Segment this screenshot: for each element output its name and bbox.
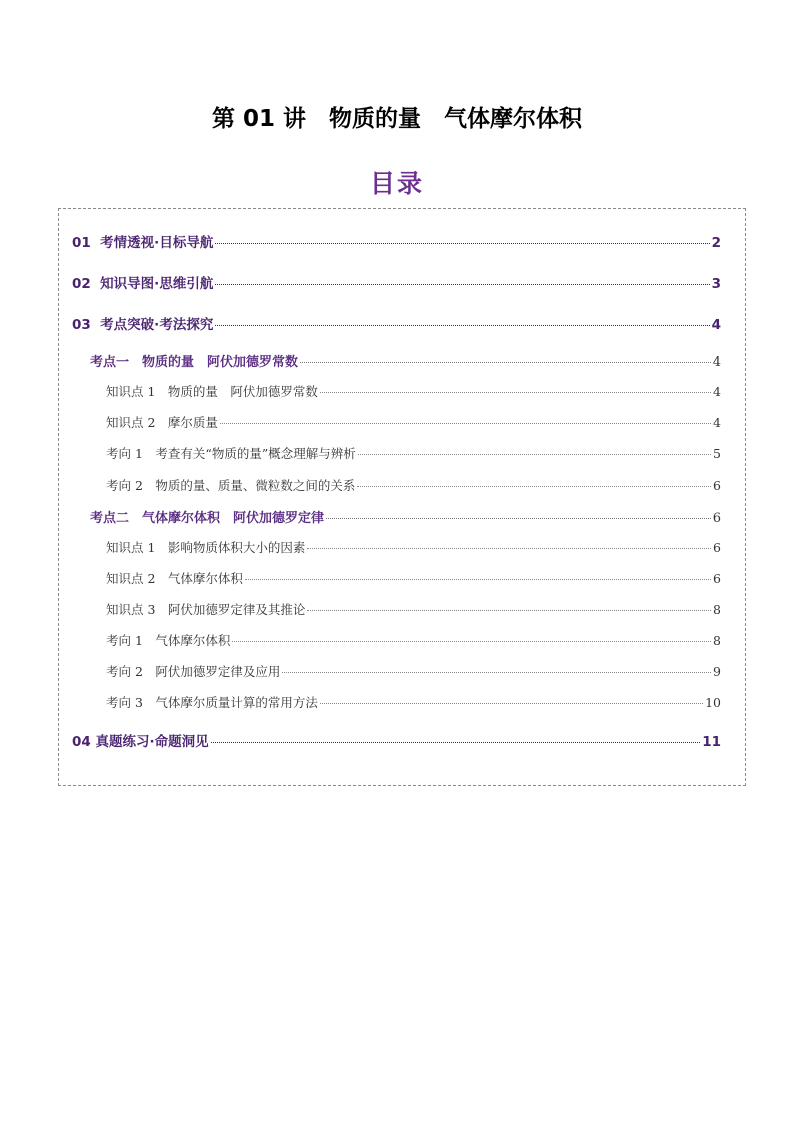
toc-entry-page: 4 (713, 384, 721, 399)
dot-leader (215, 242, 709, 244)
toc-heading: 目录 (369, 169, 424, 198)
toc-entry-page: 2 (711, 235, 721, 251)
dot-leader (326, 517, 711, 519)
toc-entry-label: 知识点 2 气体摩尔体积 (106, 571, 243, 586)
toc-entry-page: 10 (705, 695, 721, 710)
toc-entry-label: 知识点 1 物质的量 阿伏加德罗常数 (106, 384, 318, 399)
dot-leader (358, 453, 711, 455)
toc-entry-page: 6 (712, 511, 721, 526)
toc-entry-label: 考向 2 物质的量、质量、微粒数之间的关系 (106, 478, 356, 493)
toc-entry-page: 6 (713, 571, 721, 586)
toc-entry-page: 3 (711, 276, 721, 292)
toc-entry-kaodian-1[interactable] (90, 351, 721, 370)
toc-entry-kaoxiang-2-2[interactable] (106, 662, 721, 680)
toc-entry-page: 8 (713, 633, 721, 648)
toc-entry-01[interactable] (72, 231, 721, 251)
dot-leader (215, 283, 709, 285)
toc-entry-label: 03 考点突破·考法探究 (72, 317, 214, 333)
dot-leader (211, 741, 701, 743)
dot-leader (215, 324, 709, 326)
dot-leader (300, 361, 711, 363)
dot-leader (320, 702, 703, 704)
dot-leader (232, 640, 711, 642)
toc-entry-page: 4 (713, 415, 721, 430)
toc-entry-zhishidian-1-2[interactable] (106, 413, 721, 431)
toc-entry-label: 01 考情透视·目标导航 (72, 235, 214, 251)
dot-leader (320, 391, 711, 393)
toc-entry-page: 9 (713, 664, 721, 679)
toc-entry-kaodian-2[interactable] (90, 507, 721, 526)
toc-entry-kaoxiang-2-3[interactable] (106, 693, 721, 711)
toc-entry-page: 4 (712, 355, 721, 370)
dot-leader (245, 578, 711, 580)
toc-entry-02[interactable] (72, 272, 721, 292)
toc-entry-label: 考向 1 气体摩尔体积 (106, 633, 231, 648)
dot-leader (220, 422, 711, 424)
toc-entry-kaoxiang-1-2[interactable] (106, 476, 721, 494)
dot-leader (307, 609, 711, 611)
toc-entry-label: 考向 3 气体摩尔质量计算的常用方法 (106, 695, 318, 710)
toc-entry-page: 11 (702, 734, 721, 750)
toc-entry-zhishidian-1-1[interactable] (106, 382, 721, 400)
dot-leader (357, 485, 711, 487)
toc-entry-label: 知识点 1 影响物质体积大小的因素 (106, 540, 306, 555)
toc-entry-label: 考向 1 考查有关“物质的量”概念理解与辨析 (106, 446, 356, 461)
toc-entry-page: 8 (713, 602, 721, 617)
toc-entry-label: 知识点 3 阿伏加德罗定律及其推论 (106, 602, 306, 617)
toc-entry-zhishidian-2-2[interactable] (106, 569, 721, 587)
toc-entry-page: 4 (711, 317, 721, 333)
toc-entry-label: 考点二 气体摩尔体积 阿伏加德罗定律 (90, 511, 325, 526)
toc-entry-04[interactable] (72, 730, 721, 750)
toc-entry-kaoxiang-2-1[interactable] (106, 631, 721, 649)
toc-entry-page: 6 (713, 540, 721, 555)
toc-entry-zhishidian-2-3[interactable] (106, 600, 721, 618)
toc-entry-label: 04 真题练习·命题洞见 (72, 734, 209, 750)
toc-entry-label: 02 知识导图·思维引航 (72, 276, 214, 292)
document-title: 第 01 讲 物质的量 气体摩尔体积 (211, 106, 583, 132)
toc-entry-page: 5 (713, 446, 721, 461)
toc-entry-03[interactable] (72, 313, 721, 333)
dot-leader (307, 547, 711, 549)
toc-entry-page: 6 (713, 478, 721, 493)
dot-leader (282, 671, 711, 673)
toc-entry-kaoxiang-1-1[interactable] (106, 444, 721, 462)
toc-entry-zhishidian-2-1[interactable] (106, 538, 721, 556)
toc-entry-label: 知识点 2 摩尔质量 (106, 415, 218, 430)
toc-entry-label: 考向 2 阿伏加德罗定律及应用 (106, 664, 281, 679)
toc-entry-label: 考点一 物质的量 阿伏加德罗常数 (90, 355, 299, 370)
